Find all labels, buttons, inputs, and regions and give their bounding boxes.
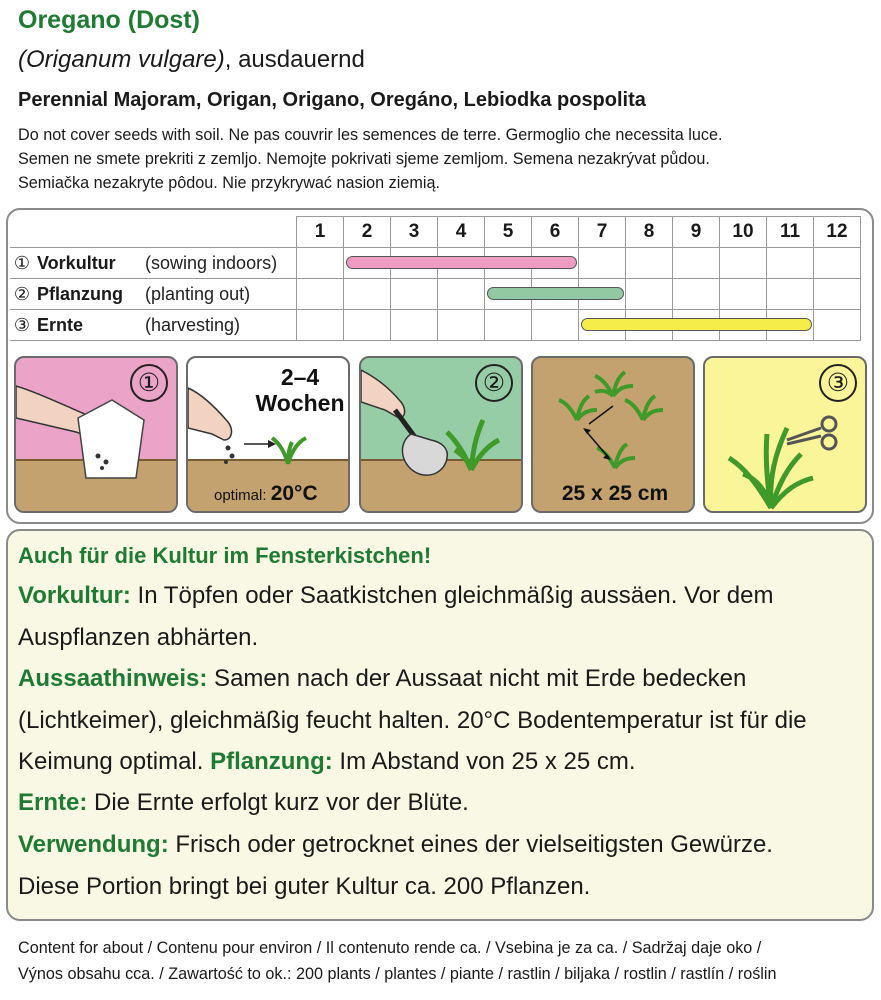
row-label [10,248,297,279]
month-cell [391,279,438,310]
step-number-2: ② [475,364,513,402]
row-label-de: Vorkultur [37,252,116,273]
month-cell [814,279,861,310]
period-bar [581,318,812,331]
headline-text: Auch für die Kultur im Fensterkistchen! [18,543,432,568]
weeks-label: Wochen [255,390,345,416]
note-line: Do not cover seeds with soil. Ne pas couvrir les semences de terre. Germoglio che necessita luce. [18,126,723,144]
calendar-row-ernte [10,310,861,341]
step-germination [186,356,350,513]
note-line: Semiačka nezakryte pôdou. Nie przykrywać nasion ziemią. [18,174,440,192]
month-cell [344,310,391,341]
month-cell [626,248,673,279]
info-vorkultur [18,575,868,658]
month-cell [344,279,391,310]
month-header: 4 [438,217,485,248]
pflanzung-text: Im Abstand von 25 x 25 cm. [332,748,636,775]
month-cell [579,310,626,341]
period-bar [346,256,577,269]
row-label-en: (sowing indoors) [145,252,278,273]
month-cell [579,248,626,279]
month-header: 11 [767,217,814,248]
month-cell [814,310,861,341]
pflanzung-label: Pflanzung: [210,748,333,775]
month-cell [720,279,767,310]
month-header: 9 [673,217,720,248]
month-header: 6 [532,217,579,248]
calendar-header-row [10,217,861,248]
aussaat-text: Samen nach der Aussaat nicht mit Erde bedecken [207,665,747,692]
aussaat-text-2: (Lichtkeimer), gleichmäßig feucht halten. 20°C Bodentemperatur ist für die [18,706,807,734]
vorkultur-text-2: Auspflanzen abhärten. [18,623,259,651]
sowing-notes [18,123,878,195]
row-label-de: Pflanzung [37,283,124,304]
aussaat-text-3: Keimung optimal. [18,748,211,775]
month-cell [767,279,814,310]
month-cell [438,279,485,310]
month-cell [673,248,720,279]
month-header: 2 [344,217,391,248]
month-cell [344,248,391,279]
calendar-row-pflanzung [10,279,861,310]
row-label [10,310,297,341]
latin-suffix: , ausdauernd [224,46,365,73]
month-cell [297,248,344,279]
month-header: 8 [626,217,673,248]
month-cell [297,310,344,341]
row-number: ③ [13,314,31,335]
row-number: ① [13,252,31,273]
vorkultur-text: In Töpfen oder Saatkistchen gleichmäßig aussäen. Vor dem [130,582,774,609]
note-line: Semen ne smete prekriti z zemljo. Nemojte pokrivati sjeme zemljom. Semena nezakrývat půdou. [18,150,710,168]
step-sowing-indoors [14,356,178,513]
row-label-en: (harvesting) [145,314,241,335]
verwendung-text: Frisch oder getrocknet eines der vielseitigsten Gewürze. [168,831,773,858]
ernte-text: Die Ernte erfolgt kurz vor der Blüte. [87,789,469,816]
step-planting-out [359,356,523,513]
ernte-label: Ernte: [18,789,88,816]
row-number: ② [13,283,31,304]
portion-text: Diese Portion bringt bei guter Kultur ca. 200 Pflanzen. [18,872,591,900]
month-header: 1 [297,217,344,248]
info-verwendung [18,824,868,907]
step-number-1: ① [130,364,168,402]
calendar-row-vorkultur [10,248,861,279]
month-cell [626,279,673,310]
latin-name-line [18,46,365,74]
month-header: 12 [814,217,861,248]
info-headline [18,535,868,577]
month-cell [485,310,532,341]
product-title: Oregano (Dost) [18,6,200,34]
step-spacing [531,356,695,513]
content-footer [18,935,776,987]
temperature-value: 20°C [270,482,318,505]
month-cell [532,310,579,341]
plant-spacing: 25 x 25 cm [561,482,669,505]
row-label [10,279,297,310]
aussaat-label: Aussaathinweis: [18,665,208,692]
vorkultur-label: Vorkultur: [18,582,131,609]
month-cell [720,248,767,279]
month-cell [391,310,438,341]
step-number-3: ③ [819,364,857,402]
optimal-temperature [214,482,318,506]
weeks-range: 2–4 [280,364,320,390]
month-cell [297,279,344,310]
germination-weeks [250,364,350,416]
month-cell [673,279,720,310]
footer-line-2: Výnos obsahu cca. / Zawartość to ok.: 200 plants / plantes / piante / rastlin / biljaka / rostlin / rastlín / roślin [18,965,777,983]
optimal-label: optimal: [214,487,267,504]
row-label-en: (planting out) [145,283,251,304]
month-header: 10 [720,217,767,248]
row-label-de: Ernte [37,314,84,335]
month-cell [814,248,861,279]
common-names: Perennial Majoram, Origan, Origano, Oregáno, Lebiodka pospolita [18,89,646,111]
latin-name: (Origanum vulgare) [18,46,225,73]
month-header: 3 [391,217,438,248]
step-harvesting [703,356,867,513]
info-ernte [18,782,868,824]
info-aussaat [18,658,868,783]
footer-line-1: Content for about / Contenu pour environ / Il contenuto rende ca. / Vsebina je za ca. / Sadržaj daje oko / [18,939,762,957]
month-cell [767,248,814,279]
month-cell [438,310,485,341]
period-bar [487,287,624,300]
month-header: 5 [485,217,532,248]
growing-calendar [10,216,861,341]
calendar-corner [10,217,297,248]
verwendung-label: Verwendung: [18,831,169,858]
month-header: 7 [579,217,626,248]
month-cell [485,279,532,310]
